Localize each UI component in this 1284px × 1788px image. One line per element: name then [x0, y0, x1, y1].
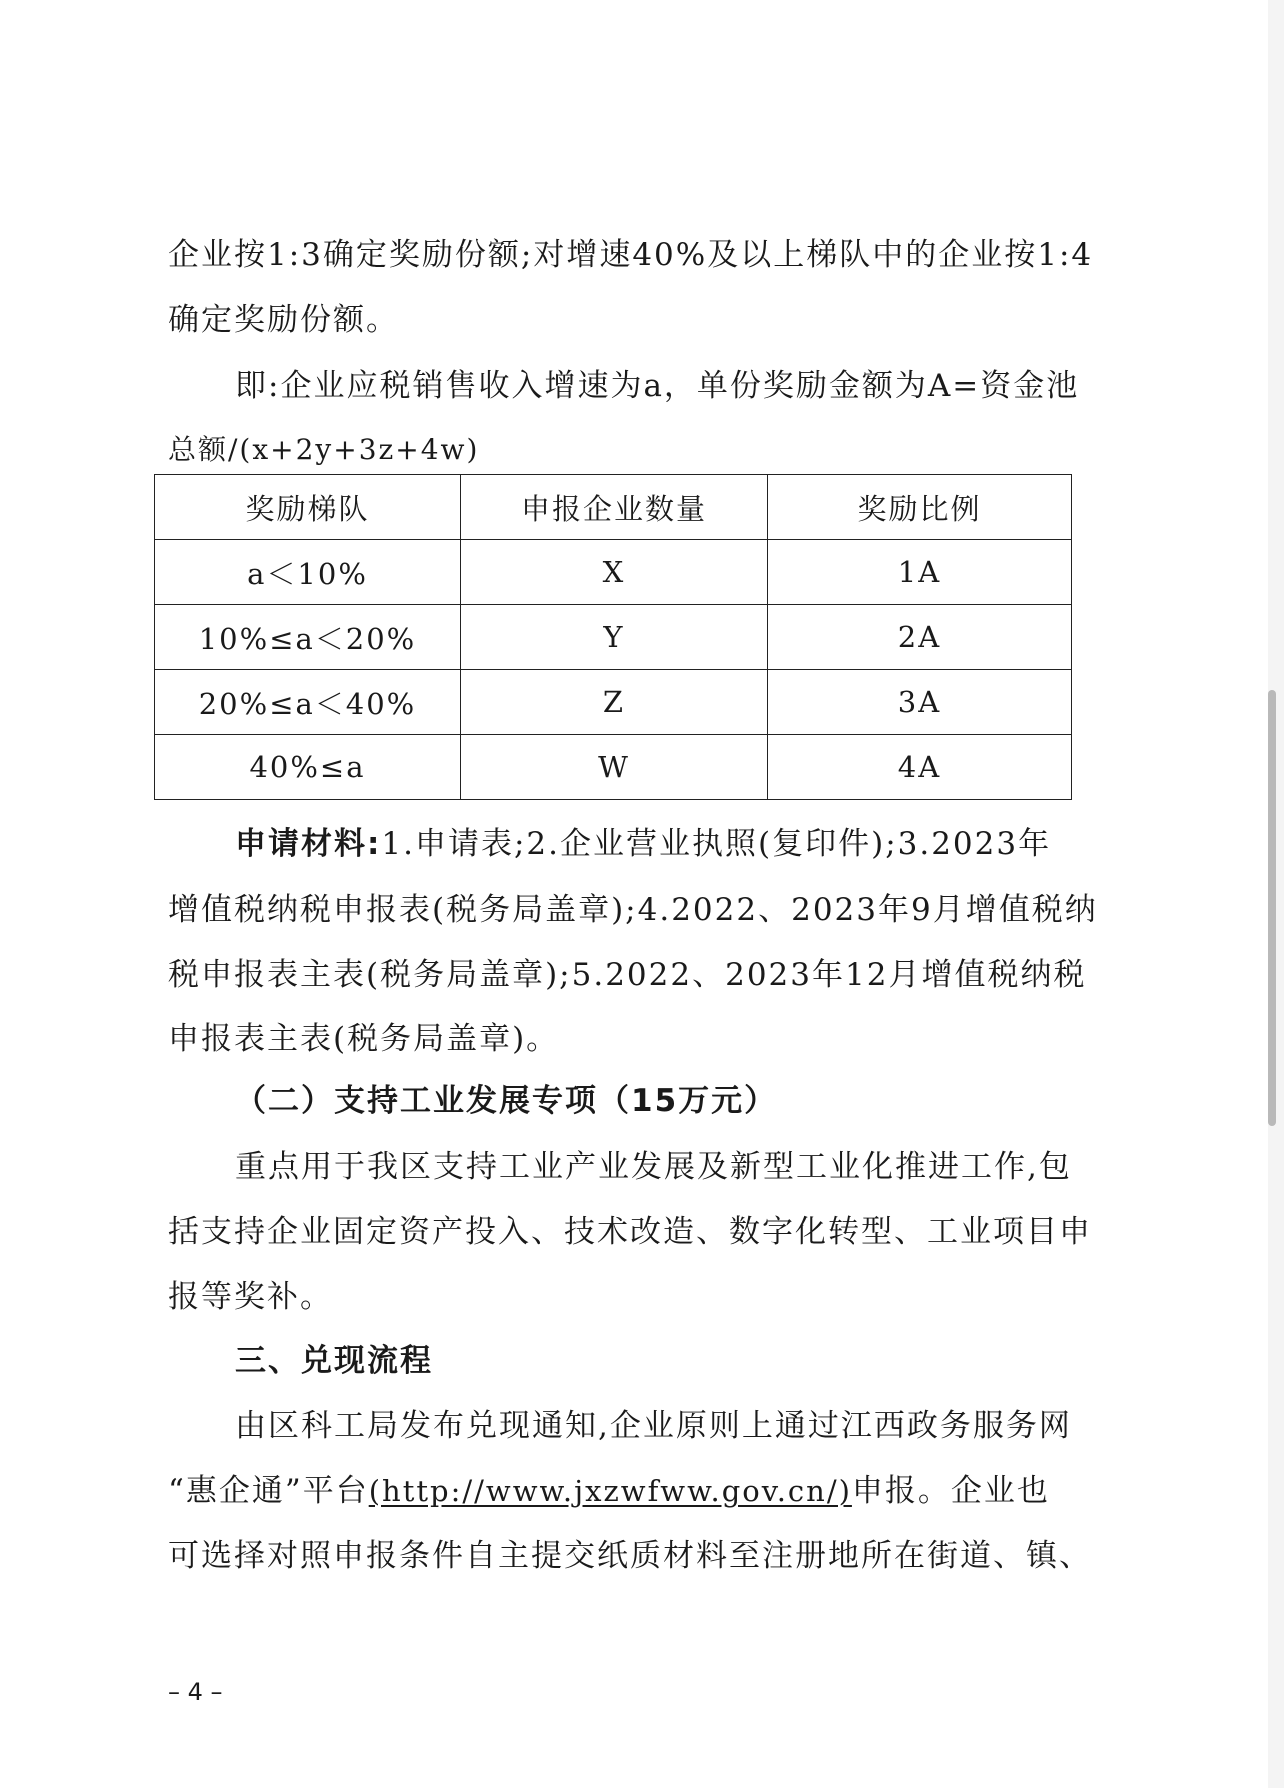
table-cell: X: [461, 540, 768, 605]
scrollbar-thumb[interactable]: [1268, 690, 1276, 1126]
materials-text: 1.申请表;2.企业营业执照(复印件);3.2023年: [381, 826, 1052, 862]
paragraph-line: 由区科工局发布兑现通知,企业原则上通过江西政务服务网: [235, 1408, 1072, 1444]
table-cell: 4A: [768, 735, 1072, 800]
paragraph-line: 申报表主表(税务局盖章)。: [168, 1021, 560, 1057]
table-cell: 2A: [768, 605, 1072, 670]
text-span: “惠企通”平台: [168, 1473, 369, 1509]
paragraph-line: 总额/(x+2y+3z+4w): [168, 433, 480, 466]
table-cell: 3A: [768, 670, 1072, 735]
paragraph-line: 括支持企业固定资产投入、技术改造、数字化转型、工业项目申: [168, 1214, 1092, 1250]
table-row: [155, 540, 1072, 605]
website-link[interactable]: (http://www.jxzwfww.gov.cn/): [368, 1474, 852, 1508]
table-cell: Z: [461, 670, 768, 735]
paragraph-line: 报等奖补。: [168, 1279, 333, 1315]
table-header-cell: 奖励梯队: [155, 475, 461, 540]
table-header-cell: 奖励比例: [768, 475, 1072, 540]
table-cell: 20%≤a＜40%: [155, 670, 461, 735]
table-cell: W: [461, 735, 768, 800]
page-number: – 4 –: [168, 1678, 223, 1706]
materials-line: [235, 826, 1052, 862]
table-cell: 1A: [768, 540, 1072, 605]
table-cell: Y: [461, 605, 768, 670]
table-header-row: [155, 475, 1072, 540]
paragraph-line: 企业按1:3确定奖励份额;对增速40%及以上梯队中的企业按1:4: [168, 237, 1094, 273]
paragraph-line: 重点用于我区支持工业产业发展及新型工业化推进工作,包: [235, 1149, 1072, 1185]
paragraph-line: 即:企业应税销售收入增速为a，单份奖励金额为A=资金池: [235, 368, 1080, 404]
table-row: [155, 735, 1072, 800]
table-cell: a＜10%: [155, 540, 461, 605]
table-cell: 10%≤a＜20%: [155, 605, 461, 670]
paragraph-line: [168, 1473, 1050, 1509]
table-row: [155, 670, 1072, 735]
table-row: [155, 605, 1072, 670]
paragraph-line: 确定奖励份额。: [168, 302, 399, 338]
table-cell: 40%≤a: [155, 735, 461, 800]
paragraph-line: 税申报表主表(税务局盖章);5.2022、2023年12月增值税纳税: [168, 957, 1087, 993]
materials-label: 申请材料:: [235, 826, 382, 862]
text-span: 申报。企业也: [851, 1473, 1050, 1509]
paragraph-line: 可选择对照申报条件自主提交纸质材料至注册地所在街道、镇、: [168, 1538, 1092, 1574]
section-heading: 三、兑现流程: [235, 1343, 433, 1379]
section-heading: （二）支持工业发展专项（15万元）: [235, 1083, 778, 1119]
table-header-cell: 申报企业数量: [461, 475, 768, 540]
reward-tier-table: [154, 474, 1072, 800]
paragraph-line: 增值税纳税申报表(税务局盖章);4.2022、2023年9月增值税纳: [168, 892, 1098, 928]
